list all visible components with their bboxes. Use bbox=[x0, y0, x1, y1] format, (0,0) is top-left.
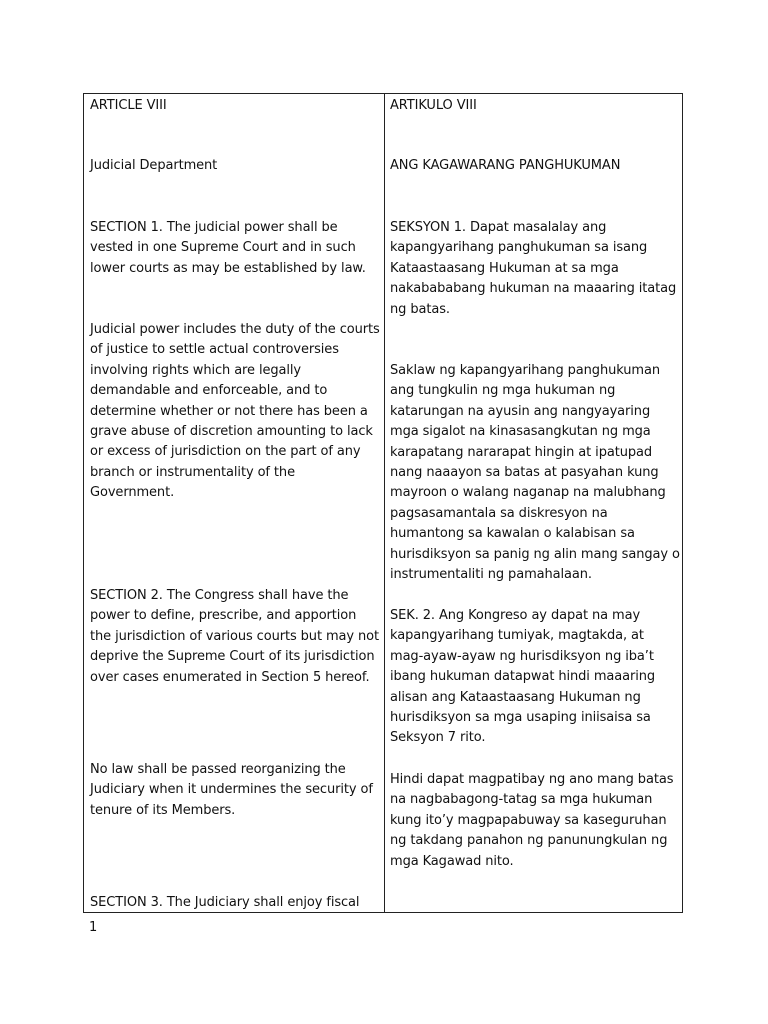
english-judicial-power-paragraph: Judicial power includes the duty of the courts of justice to settle actual controversies involving rights which are legally demandable and enforceable, and to determine whether or not there has been a grave abuse of discretion amounting to lack or excess of jurisdiction on the part of any branch or instrumentality of the Government. bbox=[90, 322, 380, 501]
filipino-department-heading: ANG KAGAWARANG PANGHUKUMAN bbox=[390, 158, 621, 173]
english-section-1: SECTION 1. The judicial power shall be vested in one Supreme Court and in such lower courts as may be established by law. bbox=[90, 220, 366, 276]
english-section-2: SECTION 2. The Congress shall have the power to define, prescribe, and apportion the jurisdiction of various courts but may not deprive the Supreme Court of its jurisdiction over cases enumerated in Section 5 hereof. bbox=[90, 588, 380, 685]
english-section-3: SECTION 3. The Judiciary shall enjoy fiscal bbox=[90, 895, 360, 910]
filipino-section-1: SEKSYON 1. Dapat masalalay ang kapangyarihang panghukuman sa isang Kataastaasang Hukuman at sa mga nakabababang hukuman na maaaring itatag ng batas. bbox=[390, 220, 677, 317]
english-department-heading: Judicial Department bbox=[90, 158, 218, 173]
bilingual-table bbox=[83, 93, 683, 913]
english-column bbox=[84, 94, 384, 912]
filipino-section-2: SEK. 2. Ang Kongreso ay dapat na may kapangyarihang tumiyak, magtakda, at mag-ayaw-ayaw ng hurisdiksyon ng iba’t ibang hukuman datapwat hindi maaaring alisan ang Kataastaasang Hukuman ng hurisdiksyon sa mga usaping iniisaisa sa Seksyon 7 rito. bbox=[390, 608, 656, 746]
page-number: 1 bbox=[89, 920, 98, 935]
filipino-no-law-paragraph: Hindi dapat magpatibay ng ano mang batas na nagbabagong-tatag sa mga hukuman kung ito’y magpapabuway sa kaseguruhan ng takdang panahon ng panunungkulan ng mga Kagawad nito. bbox=[390, 772, 674, 869]
filipino-judicial-power-paragraph: Saklaw ng kapangyarihang panghukuman ang tungkulin ng mga hukuman ng katarungan na ayusin ang nangyayaring mga sigalot na kinasasangkutan ng mga karapatang nararapat hingin at ipatupad nang naaayon sa batas at pasyahan kung mayroon o walang naganap na malubhang pagsasamantala sa diskresyon na humantong sa kawalan o kalabisan sa hurisdiksyon sa panig ng alin mang sangay o instrumentaliti ng pamahalaan. bbox=[390, 363, 680, 583]
filipino-column bbox=[385, 94, 683, 912]
english-article-heading: ARTICLE VIII bbox=[90, 98, 167, 113]
filipino-article-heading: ARTIKULO VIII bbox=[390, 98, 477, 113]
english-no-law-paragraph: No law shall be passed reorganizing the Judiciary when it undermines the security of tenure of its Members. bbox=[90, 762, 373, 818]
